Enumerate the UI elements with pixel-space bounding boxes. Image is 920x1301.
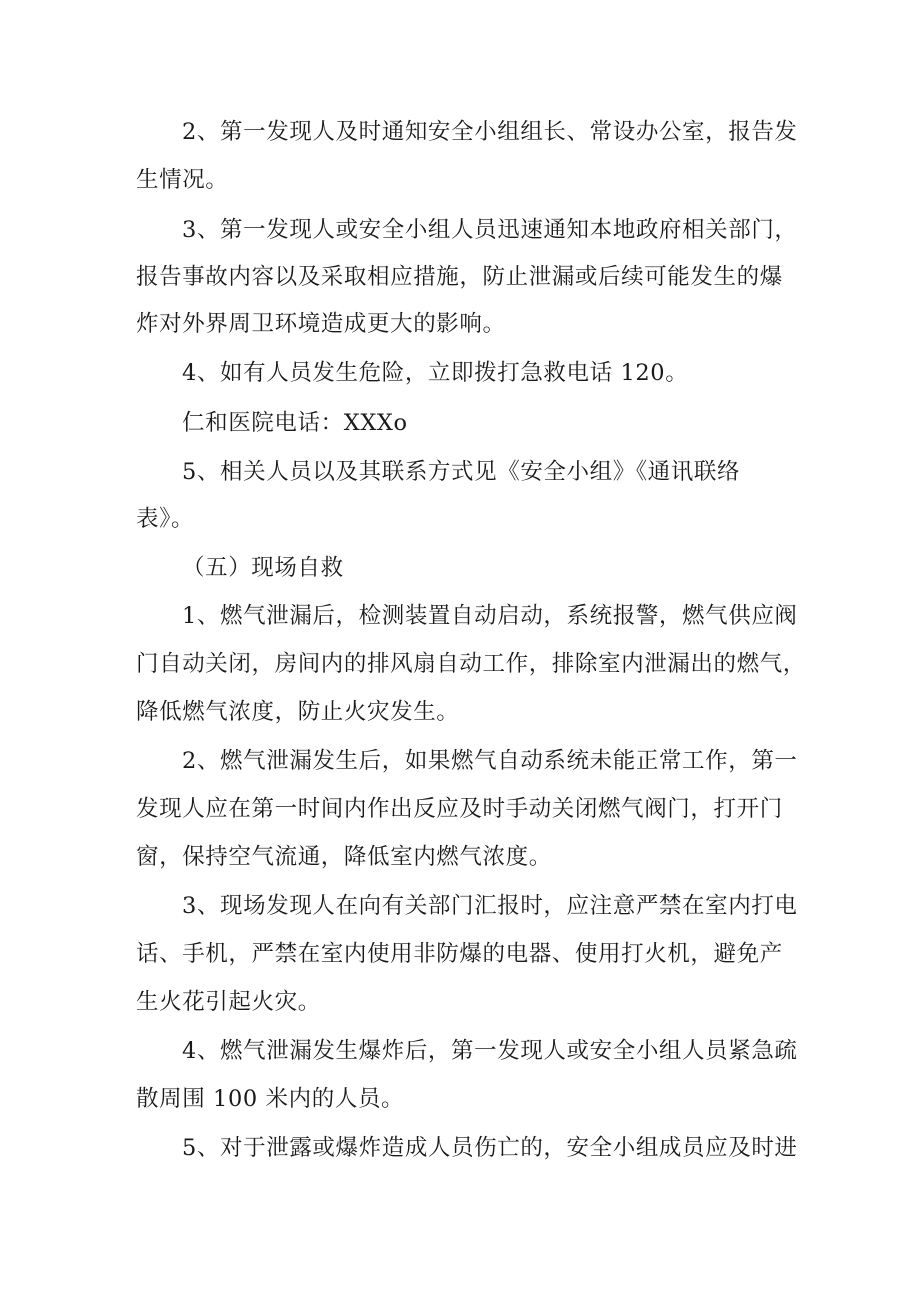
text-line: 表》。 xyxy=(136,506,195,532)
section-heading: （五）现场自救 xyxy=(182,555,344,581)
text-line: 生火花引起火灾。 xyxy=(136,989,321,1015)
text-line: 4、燃气泄漏发生爆炸后，第一发现人或安全小组人员紧急疏 xyxy=(182,1038,798,1064)
text-line: 窗，保持空气流通，降低室内燃气浓度。 xyxy=(136,844,552,870)
text-line: 2、第一发现人及时通知安全小组组长、常设办公室，报告发 xyxy=(182,119,798,145)
text-line: 降低燃气浓度，防止火灾发生。 xyxy=(136,699,460,725)
text-line: 3、第一发现人或安全小组人员迅速通知本地政府相关部门， xyxy=(182,217,798,243)
text-line: 仁和医院电话：XXXo xyxy=(182,410,408,436)
text-line: 2、燃气泄漏发生后，如果燃气自动系统未能正常工作，第一 xyxy=(182,748,798,774)
text-line: 散周围 100 米内的人员。 xyxy=(136,1086,405,1112)
text-line: 发现人应在第一时间内作出反应及时手动关闭燃气阀门，打开门 xyxy=(136,796,783,822)
text-line: 生情况。 xyxy=(136,167,229,193)
text-line: 门自动关闭，房间内的排风扇自动工作，排除室内泄漏出的燃气， xyxy=(136,651,806,677)
text-line: 5、相关人员以及其联系方式见《安全小组》《通讯联络 xyxy=(182,459,741,485)
text-line: 4、如有人员发生危险，立即拨打急救电话 120。 xyxy=(182,360,689,386)
text-line: 5、对于泄露或爆炸造成人员伤亡的，安全小组成员应及时进 xyxy=(182,1135,798,1161)
text-line: 炸对外界周卫环境造成更大的影响。 xyxy=(136,311,506,337)
text-line: 报告事故内容以及采取相应措施，防止泄漏或后续可能发生的爆 xyxy=(136,264,783,290)
text-line: 1、燃气泄漏后，检测装置自动启动，系统报警，燃气供应阀 xyxy=(182,603,798,629)
text-line: 话、手机，严禁在室内使用非防爆的电器、使用打火机，避免产 xyxy=(136,941,783,967)
text-line: 3、现场发现人在向有关部门汇报时，应注意严禁在室内打电 xyxy=(182,893,798,919)
